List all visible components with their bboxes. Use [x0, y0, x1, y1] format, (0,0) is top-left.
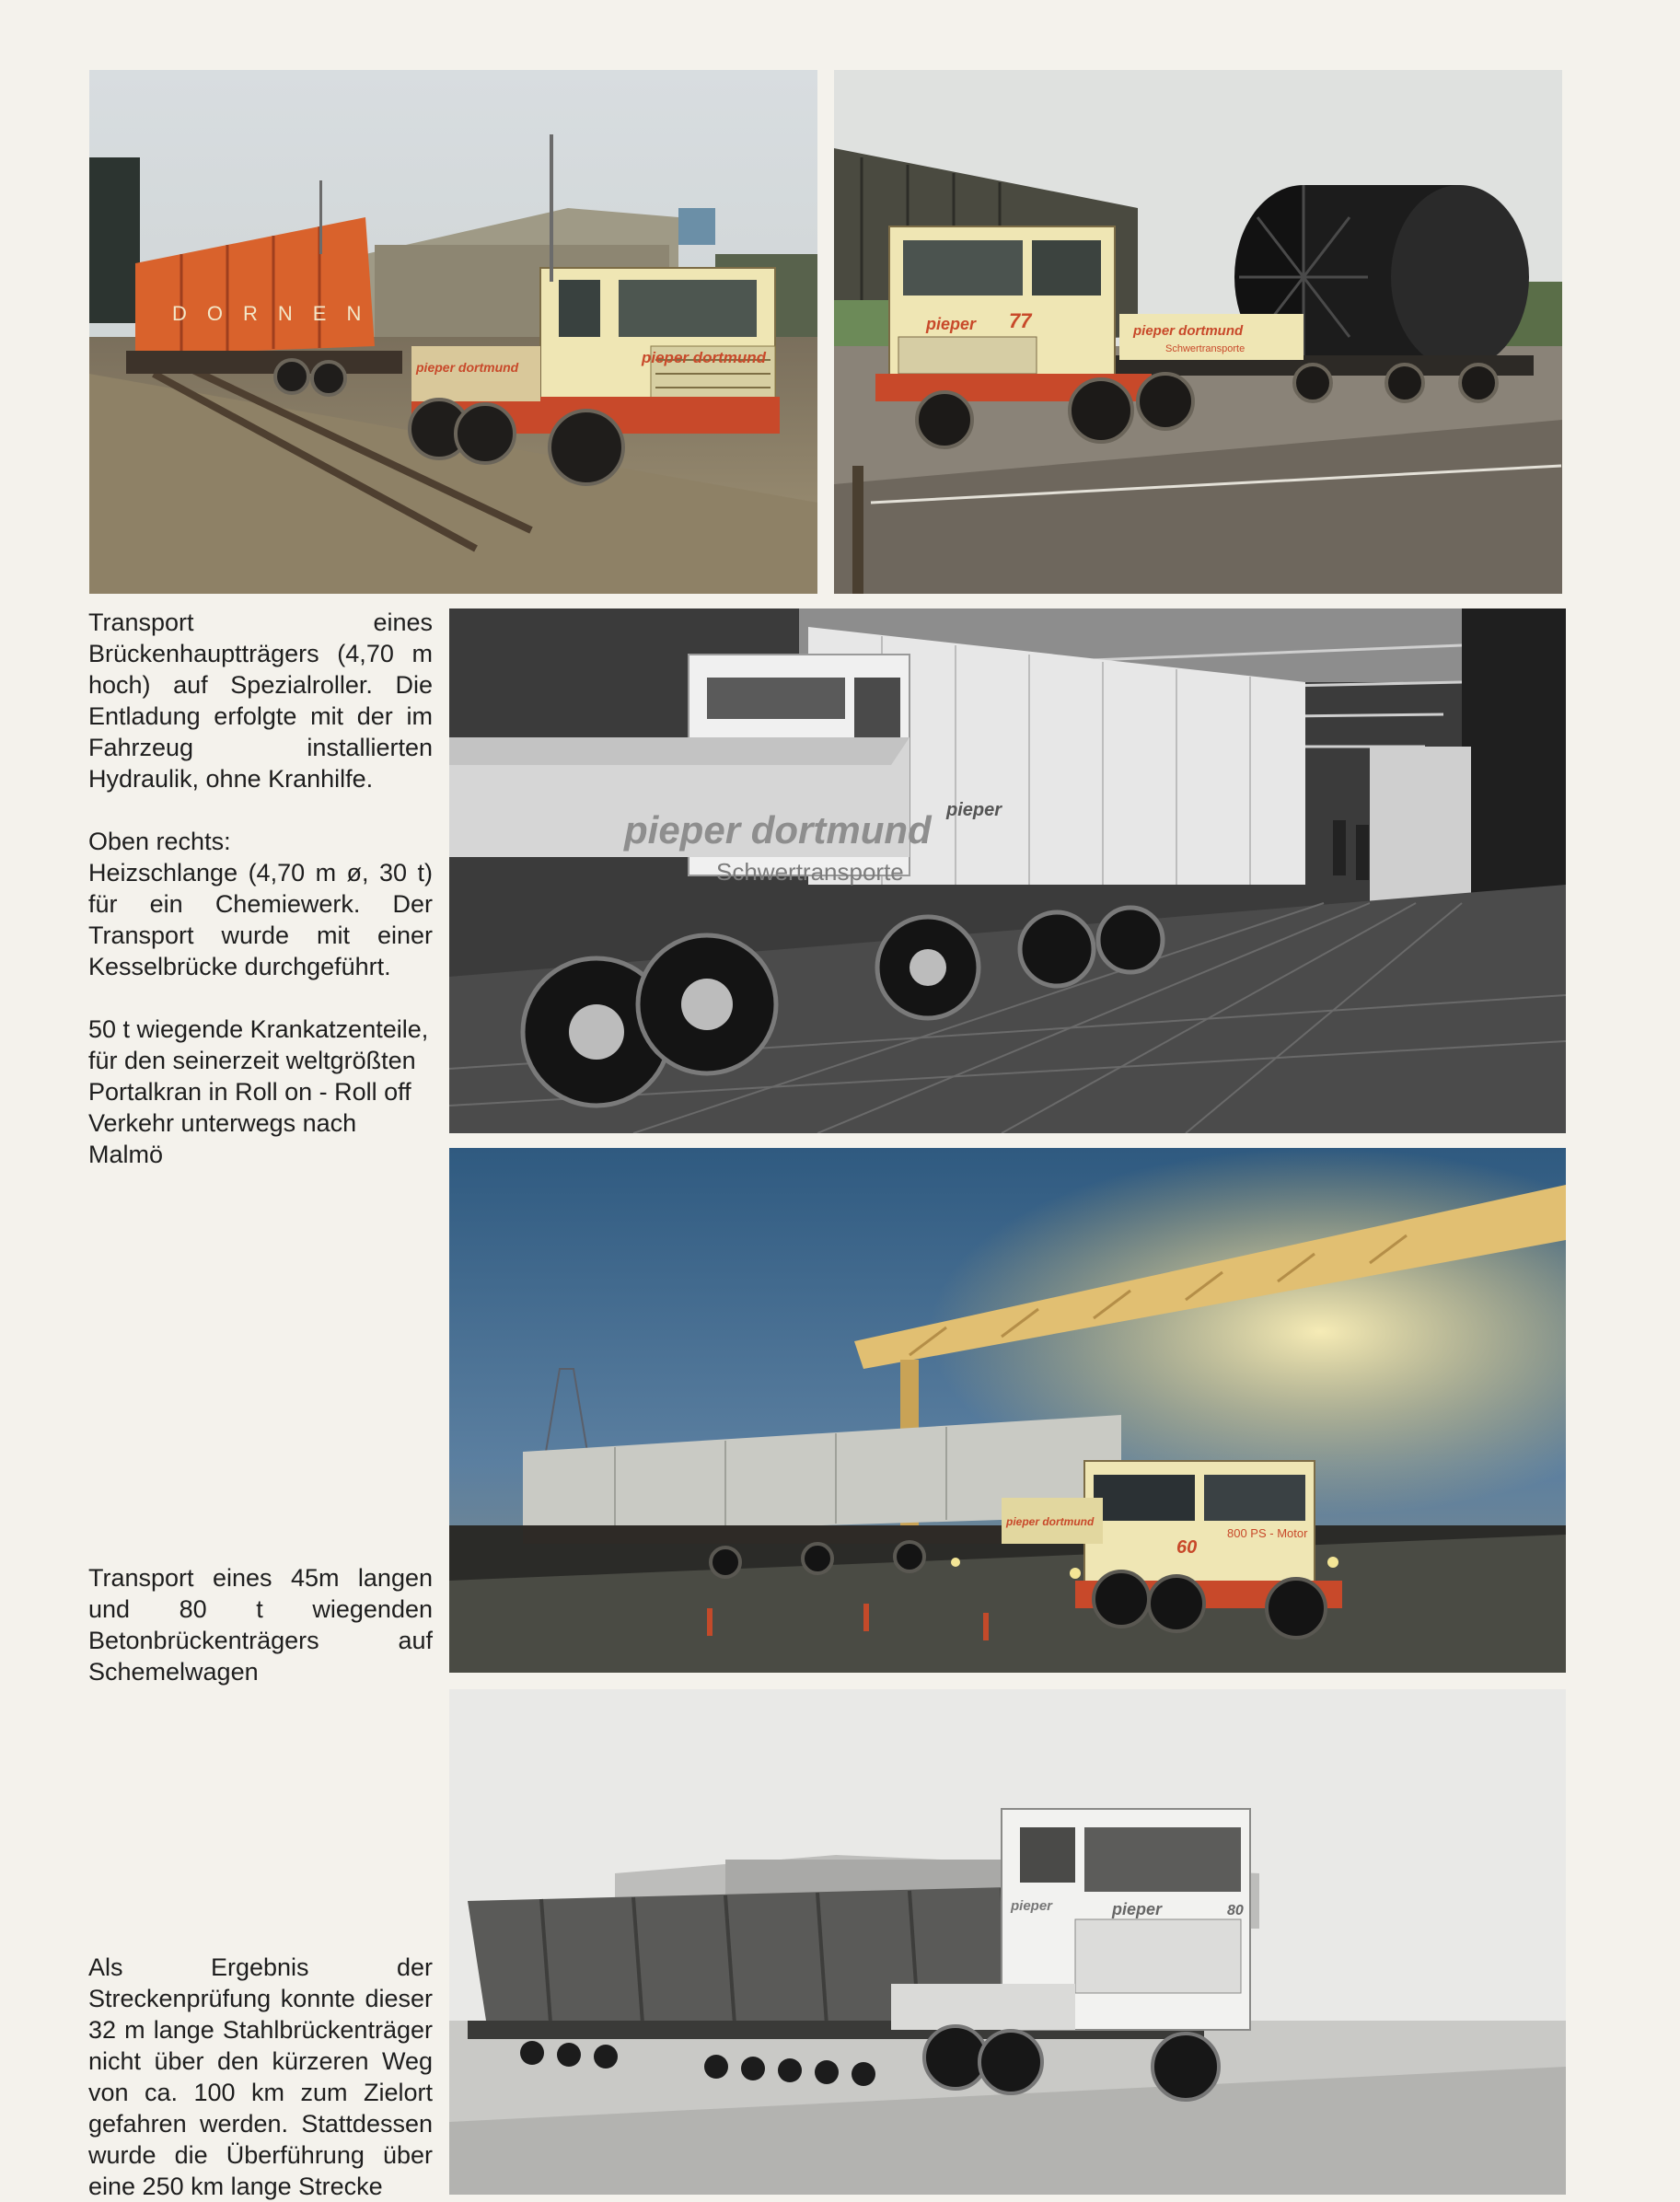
- truck-67-side-brand: pieper dortmund: [416, 360, 519, 375]
- photo-concrete-girder-transport: [449, 1148, 1566, 1673]
- truck-77-brand-label: pieper: [926, 315, 977, 333]
- roro-truck-brand-short: pieper: [946, 800, 1002, 820]
- caption-crane-parts: 50 t wiegende Krankatzenteile, für den seinerzeit weltgrößten Portalkran in Roll on - Roll off Verkehr unterwegs nach Malmö: [88, 1015, 429, 1168]
- photo-bridge-girder-transport: [89, 70, 817, 594]
- caption-steel-girder: Als Ergebnis der Streckenprüfung konnte dieser 32 m lange Stahlbrückenträger nicht über den kürzeren Weg von ca. 100 km zum Zielort gefahren werden. Stattdessen wurde die Überführung über eine 250 km lange Strecke: [88, 1953, 433, 2200]
- truck-60-side-brand: pieper dortmund: [1006, 1515, 1095, 1528]
- truck-60-motor-label: 800 PS - Motor: [1227, 1526, 1308, 1540]
- caption-bridge-girder: Transport eines Brückenhauptträgers (4,70 m hoch) auf Spezialroller. Die Entladung erfolgte mit der im Fahrzeug installierten Hydraulik, ohne Kranhilfe.: [88, 608, 433, 793]
- caption-concrete-girder: Transport eines 45m langen und 80 t wiegenden Betonbrückenträgers auf Schemelwagen: [88, 1564, 433, 1686]
- caption-heating-coil-heading: Oben rechts:: [88, 828, 231, 855]
- truck-80-number: 80: [1227, 1903, 1244, 1918]
- roro-truck-service-label: Schwertransporte: [716, 858, 904, 886]
- truck-77-number: 77: [1009, 309, 1032, 332]
- caption-heating-coil-block: [88, 826, 433, 982]
- truck-67-brand-label: pieper dortmund: [642, 349, 767, 366]
- caption-concrete-girder-block: [88, 1562, 433, 1687]
- photo-roro-crane-parts: [449, 608, 1566, 1133]
- roro-truck-brand-label: pieper dortmund: [624, 808, 932, 852]
- caption-steel-girder-block: [88, 1952, 433, 2202]
- photo-heating-coil-transport: [834, 70, 1562, 594]
- truck-77-side-brand: pieper dortmund: [1133, 323, 1244, 339]
- caption-heating-coil: Heizschlange (4,70 m ø, 30 t) für ein Chemiewerk. Der Transport wurde mit einer Kesselbrücke durchgeführt.: [88, 859, 433, 980]
- photo-steel-girder-transport: [449, 1689, 1566, 2195]
- truck-60-number: 60: [1176, 1537, 1198, 1558]
- truck-77-side-service: Schwertransporte: [1165, 343, 1246, 354]
- truck-80-brand-label: pieper: [1112, 1900, 1163, 1918]
- girder-lettering: DORNEN: [172, 302, 382, 325]
- truck-80-door-brand: pieper: [1011, 1898, 1053, 1914]
- captions-upper: [88, 607, 433, 1170]
